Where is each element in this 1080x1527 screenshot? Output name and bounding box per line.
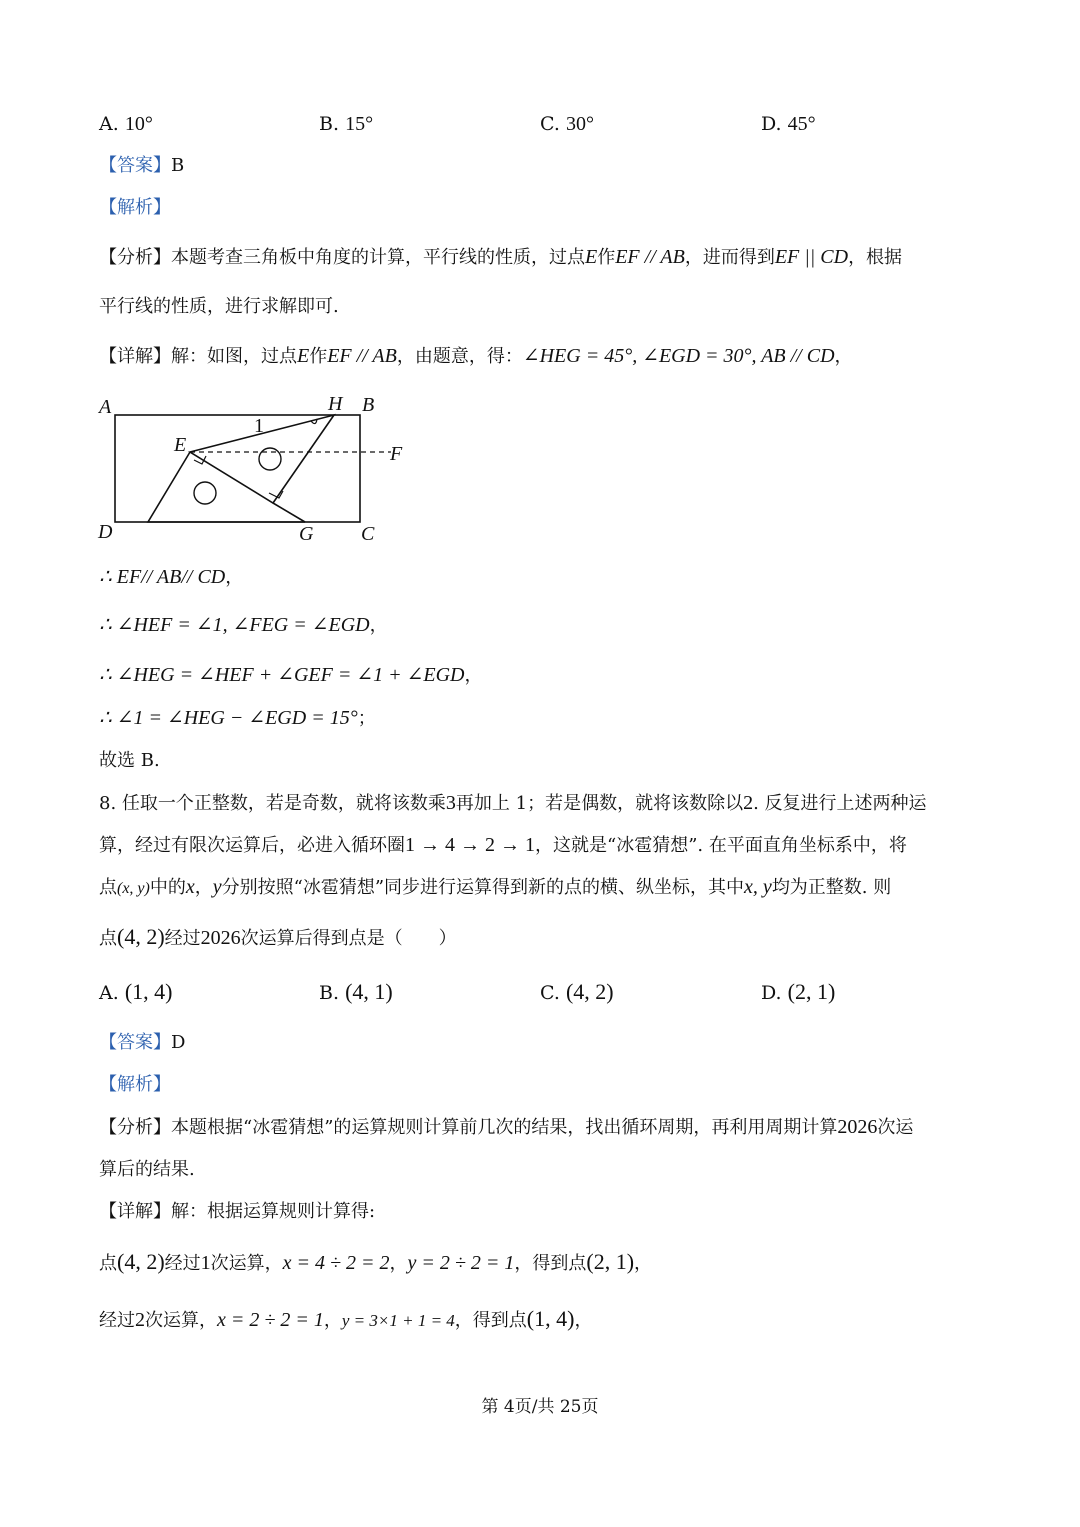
q8-stem-line1: 8. 任取一个正整数，若是奇数，就将该数乘3再加上 1；若是偶数，就将该数除以2. 反复进行上述两种运 xyxy=(99,792,927,814)
segment-to-g xyxy=(273,503,305,522)
label-c: C xyxy=(361,523,375,545)
q8-fenxi-line1: 【分析】本题根据“冰雹猜想”的运算规则计算前几次的结果，找出循环周期，再利用周期计算2026次运 xyxy=(99,1116,914,1138)
q7-step-3: ∴ ∠HEG = ∠HEF + ∠GEF = ∠1 + ∠EGD， xyxy=(99,664,483,686)
q7-option-c: C. 30° xyxy=(540,113,594,135)
circle-upper xyxy=(259,448,281,470)
q7-option-a: A. 10° xyxy=(99,113,153,135)
q8-option-d: D. (2, 1) xyxy=(761,979,836,1004)
q7-option-d: D. 45° xyxy=(761,113,816,135)
right-angle-mark-e xyxy=(194,456,206,464)
q7-step-2: ∴ ∠HEF = ∠1, ∠FEG = ∠EGD， xyxy=(99,614,388,636)
q7-option-b: B. 15° xyxy=(319,113,374,135)
q7-conclusion: 故选 B. xyxy=(99,750,160,771)
q8-analysis-tag: 【解析】 xyxy=(99,1074,171,1095)
page-footer: 第 4页/共 25页 xyxy=(481,1397,599,1417)
label-d: D xyxy=(98,521,113,543)
q7-answer: 【答案】B xyxy=(99,155,185,176)
q8-step-1: 点(4, 2)经过1次运算，x = 4 ÷ 2 = 2，y = 2 ÷ 2 = 1，得到点(2, 1)， xyxy=(99,1249,653,1274)
q8-detail-line: 【详解】解：根据运算规则计算得: xyxy=(99,1201,376,1222)
q8-option-c: C. (4, 2) xyxy=(540,979,614,1004)
q7-step-1: ∴ EF// AB// CD， xyxy=(99,566,244,588)
q7-analysis-tag: 【解析】 xyxy=(99,197,171,218)
q8-answer: 【答案】D xyxy=(99,1032,186,1053)
label-g: G xyxy=(299,523,314,545)
q7-fenxi-line2: 平行线的性质，进行求解即可. xyxy=(99,296,339,317)
geometry-figure xyxy=(95,390,415,550)
label-a: A xyxy=(99,396,112,418)
q8-stem-line4: 点(4, 2)经过2026次运算后得到点是（ ） xyxy=(99,924,457,949)
label-e: E xyxy=(174,434,187,456)
q8-stem-line3: 点(x, y)中的x，y分别按照“冰雹猜想”同步进行运算得到新的点的横、纵坐标，其中x, y均为正整数. 则 xyxy=(99,876,892,898)
q7-step-4: ∴ ∠1 = ∠HEG − ∠EGD = 15°； xyxy=(99,707,376,729)
q7-detail-line: 【详解】解：如图，过点E作EF // AB，由题意，得：∠HEG = 45°, ∠EGD = 30°, AB // CD， xyxy=(99,345,853,367)
label-h: H xyxy=(328,393,343,415)
q7-fenxi-line1: 【分析】本题考查三角板中角度的计算，平行线的性质，过点E作EF // AB，进而得到EF || CD，根据 xyxy=(99,246,903,268)
q8-stem-line2: 算，经过有限次运算后，必进入循环圈1 → 4 → 2 → 1，这就是“冰雹猜想”. 在平面直角坐标系中，将 xyxy=(99,834,907,856)
q8-step-2: 经过2次运算，x = 2 ÷ 2 = 1，y = 3×1 + 1 = 4，得到点(1, 4)， xyxy=(99,1306,593,1331)
q8-option-b: B. (4, 1) xyxy=(319,979,393,1004)
label-1: 1 xyxy=(254,415,264,437)
label-f: F xyxy=(390,443,403,465)
triangle-edg-side xyxy=(148,452,305,522)
q8-option-a: A. (1, 4) xyxy=(99,979,173,1004)
circle-lower xyxy=(194,482,216,504)
q8-fenxi-line2: 算后的结果. xyxy=(99,1159,195,1180)
label-b: B xyxy=(362,394,375,416)
